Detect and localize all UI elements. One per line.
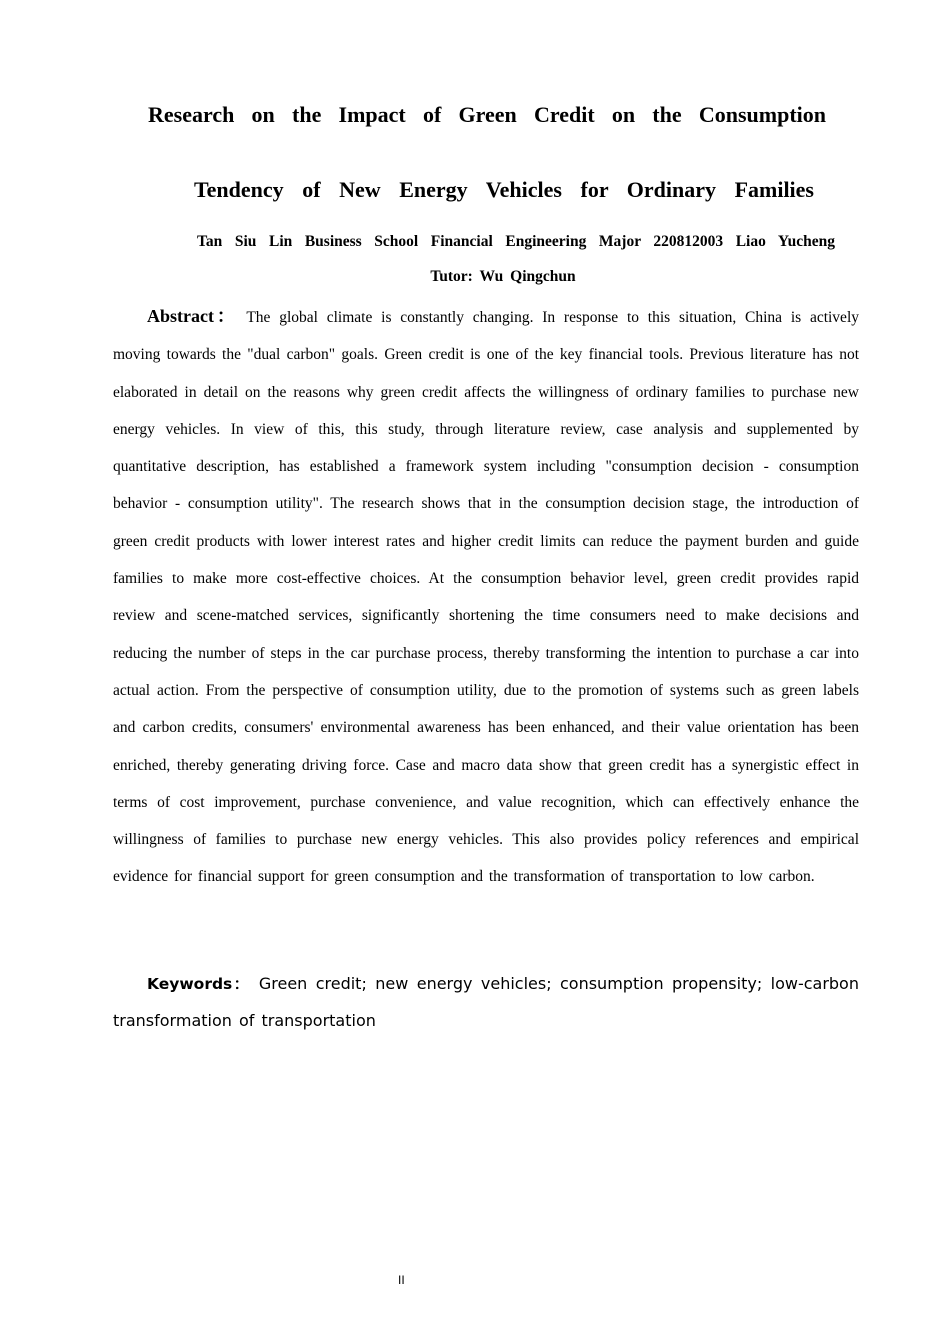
tutor-line: Tutor: Wu Qingchun [430,268,576,285]
title-line-1: Research on the Impact of Green Credit on the Consumption [148,102,826,127]
keywords-text: Green credit; new energy vehicles; consumption propensity; low-carbon transformation of transportation [113,974,859,1030]
keywords-label: Keywords： [147,975,251,993]
abstract-label: Abstract： [147,306,238,326]
abstract-paragraph [113,298,859,896]
author-line: Tan Siu Lin Business School Financial Engineering Major 220812003 Liao Yucheng [197,233,835,250]
title-line-2: Tendency of New Energy Vehicles for Ordinary Families [194,177,814,202]
abstract-text: The global climate is constantly changing. In response to this situation, China is actively moving towards the "dual carbon" goals. Green credit is one of the key financial tools. Previous literature has not elaborated in detail on the reasons why green credit affects the willingness of ordinary families to purchase new energy vehicles. In view of this, this study, through literature review, case analysis and supplemented by quantitative description, has established a framework system including "consumption decision - consumption behavior - consumption utility". The research shows that in the consumption decision stage, the introduction of green credit products with lower interest rates and higher credit limits can reduce the payment burden and guide families to make more cost-effective choices. At the consumption behavior level, green credit provides rapid review and scene-matched services, significantly shortening the time consumers need to make decisions and reducing the number of steps in the car purchase process, thereby transforming the intention to purchase a car into actual action. From the perspective of consumption utility, due to the promotion of systems such as green labels and carbon credits, consumers' environmental awareness has been enhanced, and their value orientation has been enriched, thereby generating driving force. Case and macro data show that green credit has a synergistic effect in terms of cost improvement, purchase convenience, and value recognition, which can effectively enhance the willingness of families to purchase new energy vehicles. This also provides policy references and empirical evidence for financial support for green consumption and the transformation of transportation to low carbon. [113,309,859,886]
page-number: II [398,1273,405,1287]
keywords-paragraph [113,966,859,1039]
